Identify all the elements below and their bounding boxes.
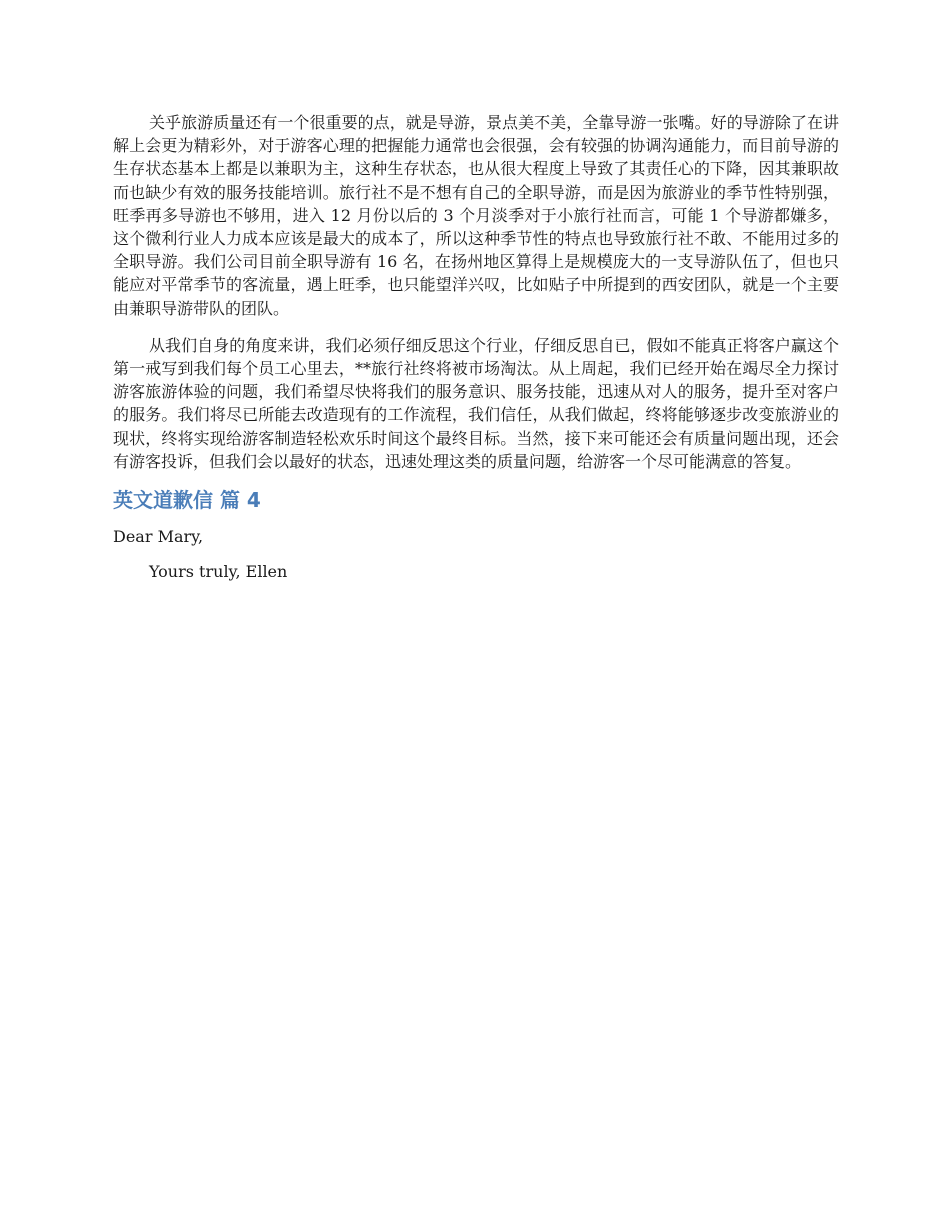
section-heading: 英文道歉信 篇 4 (113, 488, 261, 513)
body-paragraph-1: 关乎旅游质量还有一个很重要的点，就是导游，景点美不美，全靠导游一张嘴。好的导游除了在讲解上会更为精彩外，对于游客心理的把握能力通常也会很强，会有较强的协调沟通能力，而目前导游的生存状态基本上都是以兼职为主，这种生存状态，也从很大程度上导致了其责任心的下降，因其兼职故而也缺少有效的服务技能培训。旅行社不是不想有自己的全职导游，而是因为旅游业的季节性特别强，旺季再多导游也不够用，进入 12 月份以后的 3 个月淡季对于小旅行社而言，可能 1 个导游都嫌多，这个微利行业人力成本应该是最大的成本了，所以这种季节性的特点也导致旅行社不敢、不能用过多的全职导游。我们公司目前全职导游有 16 名，在扬州地区算得上是规模庞大的一支导游队伍了，但也只能应对平常季节的客流量，遇上旺季，也只能望洋兴叹，比如贴子中所提到的西安团队，就是一个主要由兼职导游带队的团队。 (113, 113, 839, 318)
letter-salutation: Dear Mary, (113, 527, 204, 547)
document-body (113, 111, 839, 583)
letter-closing: Yours truly, Ellen (149, 562, 288, 582)
body-paragraph-2: 从我们自身的角度来讲，我们必须仔细反思这个行业，仔细反思自已，假如不能真正将客户赢这个第一戒写到我们每个员工心里去，**旅行社终将被市场淘汰。从上周起，我们已经开始在竭尽全力探讨游客旅游体验的问题，我们希望尽快将我们的服务意识、服务技能，迅速从对人的服务，提升至对客户的服务。我们将尽已所能去改造现有的工作流程，我们信任，从我们做起，终将能够逐步改变旅游业的现状，终将实现给游客制造轻松欢乐时间这个最终目标。当然，接下来可能还会有质量问题出现，还会有游客投诉，但我们会以最好的状态，迅速处理这类的质量问题，给游客一个尽可能满意的答复。 (113, 335, 839, 471)
